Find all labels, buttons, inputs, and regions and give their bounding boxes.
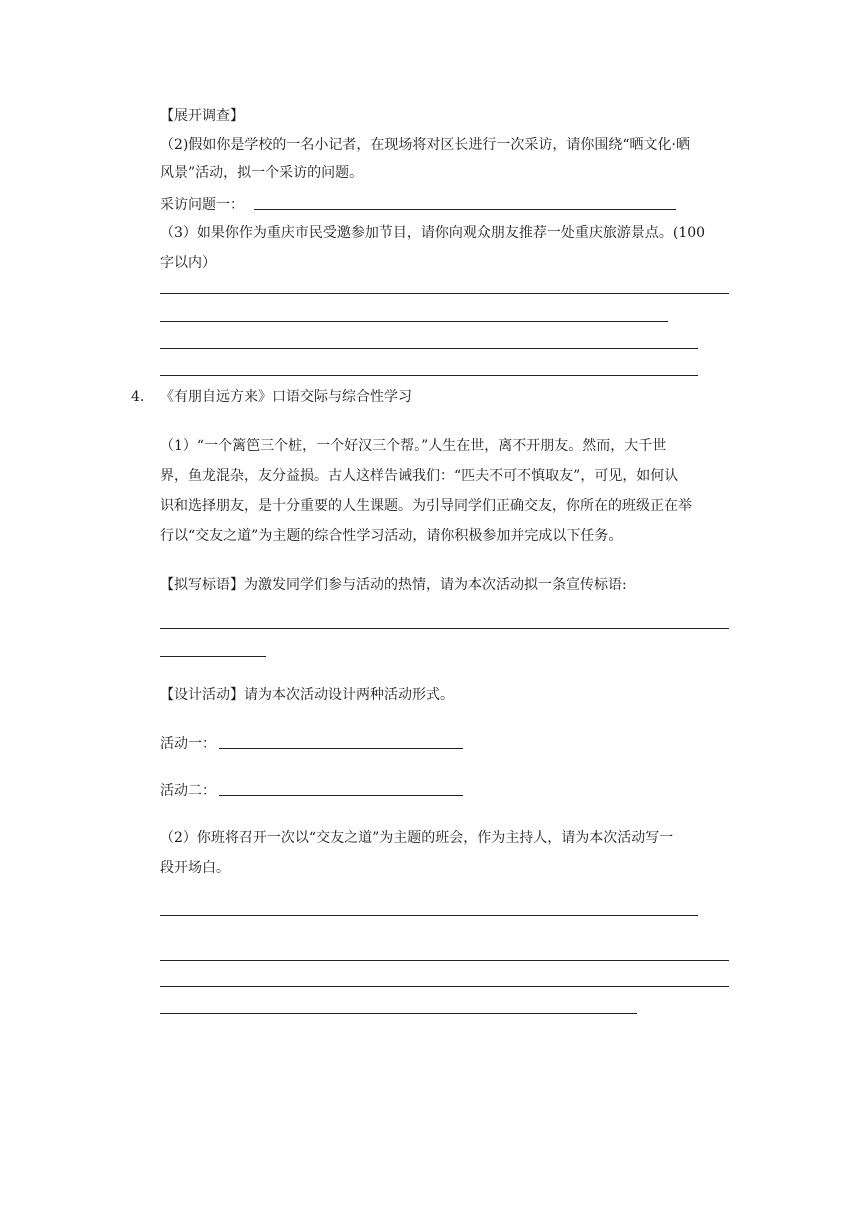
- answer-line-q3-4[interactable]: [160, 375, 698, 376]
- activity-1-label: 活动一：: [160, 736, 216, 752]
- slogan-text: 为激发同学们参与活动的热情，请为本次活动拟一条宣传标语:: [244, 577, 627, 593]
- answer-line-q3-2[interactable]: [160, 321, 668, 322]
- slogan-prompt: [160, 576, 627, 594]
- opening-answer-line-1[interactable]: [160, 915, 698, 916]
- question-3-line-1: （3）如果你作为重庆市民受邀参加节目，请你向观众朋友推荐一处重庆旅游景点。(100: [160, 225, 706, 241]
- answer-line-q3-3[interactable]: [160, 348, 698, 349]
- opening-answer-line-2[interactable]: [160, 960, 729, 961]
- part-1-line-1: （1）“一个篱笆三个桩，一个好汉三个帮。”人生在世，离不开朋友。然而，大千世: [160, 438, 667, 454]
- activity-2-label: 活动二：: [160, 783, 216, 799]
- slogan-answer-line-2[interactable]: [160, 656, 266, 657]
- question-3-line-2: 字以内）: [160, 255, 216, 271]
- part-2-line-2: 段开场白。: [160, 860, 230, 876]
- answer-line-q3-1[interactable]: [160, 293, 729, 294]
- part-2-line-1: （2）你班将召开一次以“交友之道”为主题的班会，作为主持人，请为本次活动写一: [160, 830, 674, 846]
- design-text: 请为本次活动设计两种活动形式。: [244, 687, 454, 703]
- activity-1-answer-line[interactable]: [219, 748, 463, 749]
- slogan-answer-line-1[interactable]: [160, 628, 729, 629]
- design-prompt: [160, 686, 454, 704]
- question-2-line-2: 风景”活动，拟一个采访的问题。: [160, 165, 364, 181]
- expand-survey-heading: 【展开调查】: [160, 108, 244, 124]
- part-1-line-2: 界，鱼龙混杂，友分益损。古人这样告诫我们：“匹夫不可不慎取友”，可见，如何认: [160, 468, 679, 484]
- question-2-line-1: （2)假如你是学校的一名小记者，在现场将对区长进行一次采访，请你围绕“晒文化·晒: [160, 137, 690, 153]
- section-title: 《有朋自远方来》口语交际与综合性学习: [160, 389, 412, 405]
- part-1-line-3: 识和选择朋友，是十分重要的人生课题。为引导同学们正确交友，你所在的班级正在举: [160, 498, 692, 514]
- design-tag: 【设计活动】: [160, 687, 244, 703]
- slogan-tag: 【拟写标语】: [160, 577, 244, 593]
- activity-2-answer-line[interactable]: [219, 795, 463, 796]
- question-number: 4.: [131, 389, 145, 405]
- interview-answer-line[interactable]: [254, 209, 676, 210]
- opening-answer-line-3[interactable]: [160, 986, 729, 987]
- interview-question-label: 采访问题一：: [160, 197, 244, 213]
- opening-answer-line-4[interactable]: [160, 1013, 637, 1014]
- part-1-line-4: 行以“交友之道”为主题的综合性学习活动，请你积极参加并完成以下任务。: [160, 528, 623, 544]
